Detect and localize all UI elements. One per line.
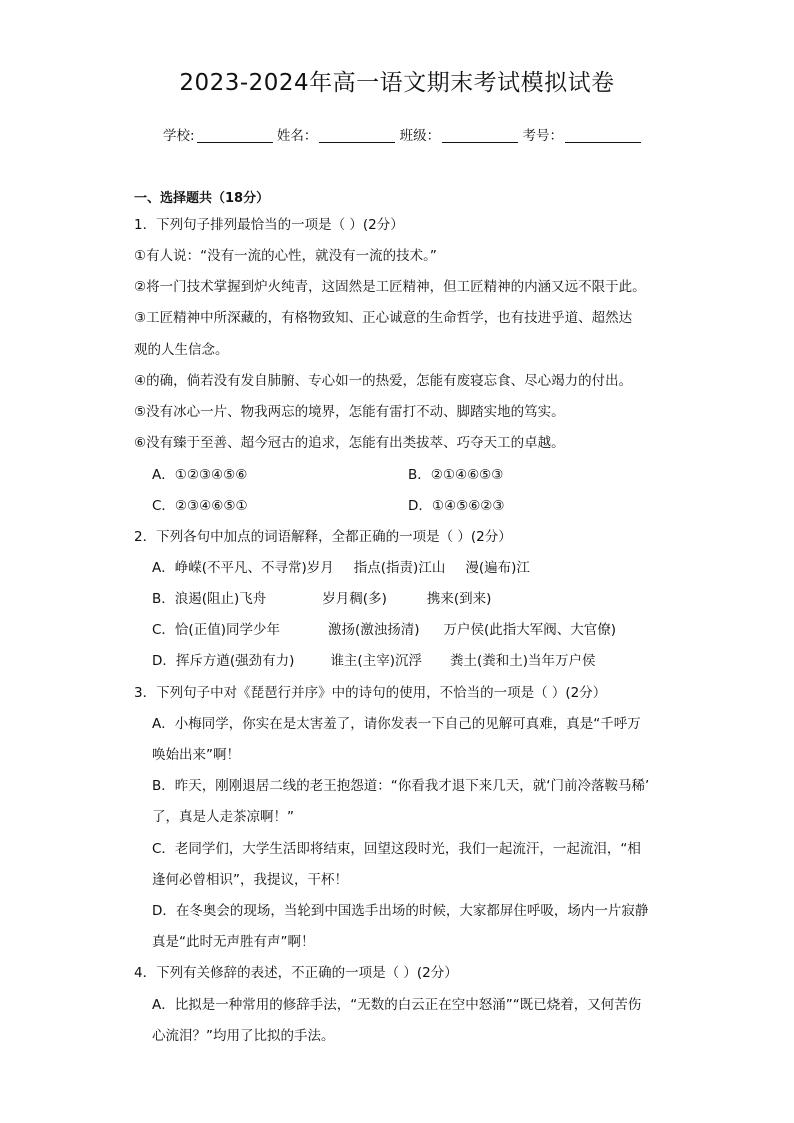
q3-option-a-line-1[interactable]: A．小梅同学，你实在是太害羞了，请你发表一下自己的见解可真难，真是“千呼万: [152, 716, 641, 732]
q2-option-c[interactable]: [152, 618, 616, 638]
q1-sentence-3b: 观的人生信念。: [134, 342, 229, 358]
q2-c-part-2: 激扬(激浊扬清): [327, 622, 420, 638]
school-blank[interactable]: [197, 128, 273, 143]
class-label: 班级：: [399, 128, 441, 144]
number-blank[interactable]: [565, 128, 641, 143]
page-title: 2023-2024年高一语文期末考试模拟试卷: [179, 70, 615, 96]
name-blank[interactable]: [319, 128, 395, 143]
q3-option-a-line-2: 唤始出来”啊！: [152, 747, 240, 763]
q3-option-b-line-1[interactable]: B．昨天，刚刚退居二线的老王抱怨道：“你看我才退下来几天，就‘门前冷落鞍马稀’: [152, 778, 650, 794]
q3-option-c-line-1[interactable]: C．老同学们，大学生活即将结束，回望这段时光，我们一起流汗，一起流泪，“相: [152, 841, 641, 857]
q3-option-d-line-2: 真是“此时无声胜有声”啊！: [152, 934, 315, 950]
q2-option-b[interactable]: [152, 587, 491, 607]
q2-d-part-3: 粪土(粪和土)当年万户侯: [449, 653, 596, 669]
q1-sentence-5: ⑤没有冰心一片、物我两忘的境界，怎能有雷打不动、脚踏实地的笃实。: [134, 404, 565, 420]
name-label: 姓名：: [276, 128, 318, 144]
q3-option-d-line-1[interactable]: D．在冬奥会的现场，当轮到中国选手出场的时候，大家都屏住呼吸，场内一片寂静: [152, 903, 649, 919]
q1-option-d[interactable]: D．①④⑤⑥②③: [408, 498, 505, 514]
student-info-row: [163, 124, 641, 144]
q2-c-part-1: C．恰(正值)同学少年: [152, 622, 280, 638]
school-label: 学校:: [163, 128, 195, 144]
section-heading: 一、选择题共（18分）: [134, 191, 270, 206]
question-2-stem: 2．下列各句中加点的词语解释，全都正确的一项是（ ）(2分）: [134, 529, 512, 545]
q2-b-part-2: 岁月稠(多): [322, 591, 387, 607]
class-blank[interactable]: [442, 128, 518, 143]
question-4-stem: 4．下列有关修辞的表述，不正确的一项是（ ）(2分）: [134, 965, 458, 981]
question-3-stem: 3．下列句子中对《琵琶行并序》中的诗句的使用，不恰当的一项是（ ）(2分）: [134, 685, 607, 701]
q2-b-part-1: B．浪遏(阻止)飞舟: [152, 591, 267, 607]
q1-sentence-4: ④的确，倘若没有发自肺腑、专心如一的热爱，怎能有废寝忘食、尽心竭力的付出。: [134, 373, 633, 389]
q1-sentence-1: ①有人说：“没有一流的心性，就没有一流的技术。”: [134, 248, 437, 264]
q2-a-part-3: 漫(遍布)江: [465, 560, 530, 576]
q3-option-b-line-2: 了，真是人走茶凉啊！”: [152, 809, 294, 825]
q1-sentence-2: ②将一门技术掌握到炉火纯青，这固然是工匠精神，但工匠精神的内涵又远不限于此。: [134, 279, 646, 295]
q2-c-part-3: 万户侯(此指大军阀、大官僚): [443, 622, 617, 638]
q2-option-a[interactable]: [152, 556, 530, 576]
q2-d-part-1: D．挥斥方遒(强劲有力): [152, 653, 295, 669]
q1-sentence-3a: ③工匠精神中所深藏的，有格物致知、正心诚意的生命哲学，也有技进乎道、超然达: [134, 310, 633, 326]
q2-option-d[interactable]: [152, 649, 596, 669]
q1-sentence-6: ⑥没有臻于至善、超今冠古的追求，怎能有出类拔萃、巧夺天工的卓越。: [134, 435, 565, 451]
q2-d-part-2: 谁主(主宰)沉浮: [330, 653, 422, 669]
q1-option-b[interactable]: B．②①④⑥⑤③: [408, 467, 504, 483]
question-1-stem: 1．下列句子排列最恰当的一项是（ ）(2分）: [134, 217, 404, 233]
q4-option-a-line-1[interactable]: A．比拟是一种常用的修辞手法，“无数的白云正在空中怒涌”“既已烧着，又何苦伤: [152, 997, 642, 1013]
q2-a-part-2: 指点(指责)江山: [353, 560, 446, 576]
q1-option-c[interactable]: C．②③④⑥⑤①: [152, 498, 248, 514]
q4-option-a-line-2: 心流泪？”均用了比拟的手法。: [152, 1028, 335, 1044]
q2-a-part-1: A．峥嵘(不平凡、不寻常)岁月: [152, 560, 334, 576]
q1-option-a[interactable]: A．①②③④⑤⑥: [152, 467, 248, 483]
q2-b-part-3: 携来(到来): [426, 591, 492, 607]
number-label: 考号：: [522, 128, 563, 144]
q3-option-c-line-2: 逢何必曾相识”，我提议，干杯！: [152, 872, 348, 888]
